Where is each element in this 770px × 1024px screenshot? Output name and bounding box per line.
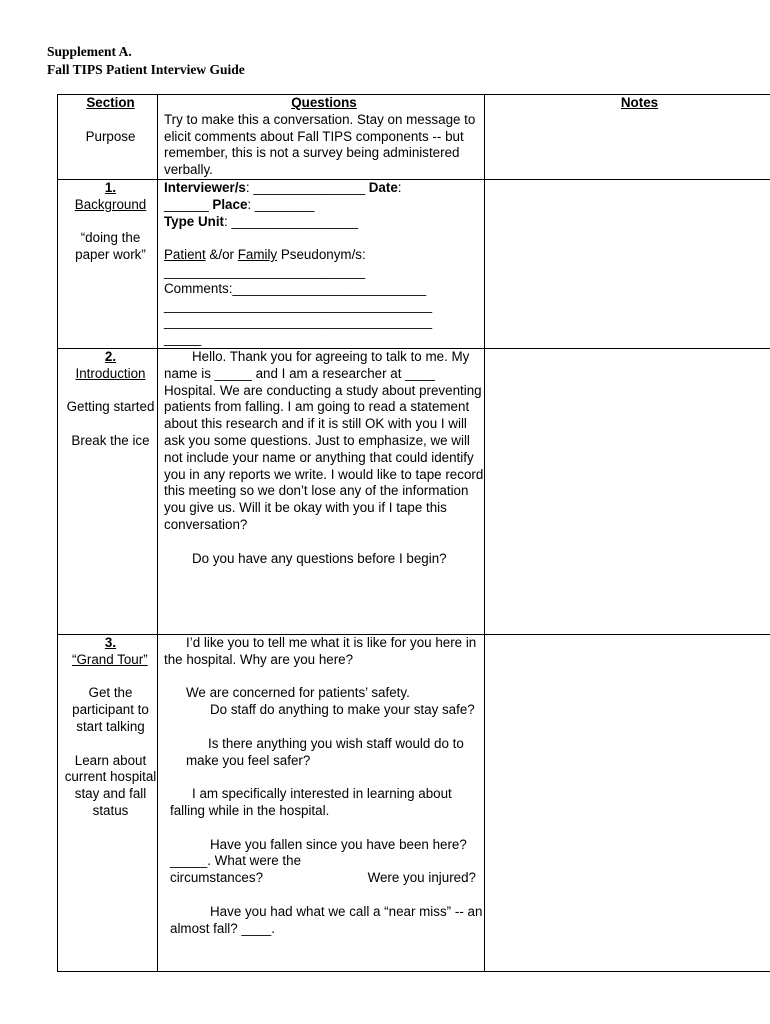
interviewer-blank: : _______________ <box>245 180 369 195</box>
notes-cell-background <box>485 180 770 349</box>
section-cell-purpose <box>58 95 158 180</box>
section-subtitle: “doing the paper work” <box>75 230 146 263</box>
questions-cell-purpose <box>158 95 485 180</box>
section-subtitle: Get the participant to start talking <box>72 685 149 734</box>
place-blank: : ________ <box>247 196 315 212</box>
section-subtitle: Break the ice <box>71 432 150 448</box>
section-number: 2. <box>104 348 117 364</box>
date-label: Date <box>368 180 398 195</box>
place-line <box>164 197 484 214</box>
section-title: Background <box>74 196 147 212</box>
grand-tour-question-line <box>164 870 484 887</box>
table-row-introduction <box>58 348 770 634</box>
notes-cell-grand-tour <box>485 634 770 971</box>
intro-paragraph: Hello. Thank you for agreeing to talk to me. My name is _____ and I am a researcher at ____ Hospital. We are conducting a study about preventing patients from falling. I am going to read a statement about this research and if it is still OK with you I will ask you some questions. Just to emphasize, we will not include your name or anything that could identify you in any reports we write. I would like to tape record this meeting so we don’t lose any of the information you give us. Will it be okay with you if I tape this conversation? <box>164 348 484 532</box>
questions-cell-grand-tour <box>158 634 485 971</box>
interview-guide-table <box>57 94 770 972</box>
place-label: Place <box>212 196 248 212</box>
notes-column-header: Notes <box>620 95 659 110</box>
grand-tour-question: Is there anything you wish staff would do to make you feel safer? <box>186 735 464 768</box>
comments-blank-line: _____ <box>164 331 202 347</box>
unit-line <box>164 214 484 231</box>
injured-text: Were you injured? <box>367 870 476 886</box>
pseudonym-label: Pseudonym/s: <box>277 247 366 263</box>
grand-tour-question: Do staff do anything to make your stay safe? <box>210 702 475 718</box>
family-label: Family <box>237 247 278 263</box>
table-row-background <box>58 180 770 349</box>
notes-cell-introduction <box>485 348 770 634</box>
questions-cell-background <box>158 180 485 349</box>
comments-line: Comments:__________________________ <box>164 280 427 296</box>
pseudonym-line <box>164 247 484 264</box>
interviewer-label: Interviewer/s <box>164 180 246 195</box>
unit-blank: : _________________ <box>224 213 359 229</box>
questions-column-header: Questions <box>291 95 357 110</box>
date-blank: : <box>397 180 402 195</box>
document-title: Fall TIPS Patient Interview Guide <box>47 62 245 77</box>
grand-tour-question: I am specifically interested in learning about falling while in the hospital. <box>170 786 452 818</box>
purpose-text: Try to make this a conversation. Stay on message to elicit comments about Fall TIPS components -- but remember, this is not a survey being administered verbally. <box>164 111 476 178</box>
section-cell-introduction <box>58 348 158 634</box>
interviewer-date-line <box>164 180 484 197</box>
table-row-purpose <box>58 95 770 180</box>
section-cell-background <box>58 180 158 349</box>
section-title: Introduction <box>75 365 146 381</box>
section-number: 3. <box>104 634 117 650</box>
section-column-header: Section <box>86 95 135 110</box>
circumstances-text: circumstances? <box>170 870 264 886</box>
section-cell-grand-tour <box>58 634 158 971</box>
section-number: 1. <box>104 180 117 195</box>
patient-label: Patient <box>164 247 206 263</box>
and-or-text: &/or <box>205 247 238 263</box>
grand-tour-question: We are concerned for patients’ safety. <box>186 685 410 701</box>
pseudonym-blank-line: ___________________________ <box>164 263 366 279</box>
place-pre-blank: ______ <box>164 196 213 212</box>
document-supplement-label: Supplement A. <box>47 44 132 59</box>
unit-label: Type Unit <box>164 213 225 229</box>
grand-tour-question: I’d like you to tell me what it is like for you here in the hospital. Why are you here? <box>164 634 477 667</box>
purpose-label: Purpose <box>85 128 136 144</box>
comments-blank-line: ____________________________________ <box>164 314 433 330</box>
section-subtitle: Getting started <box>66 399 155 415</box>
comments-blank-line: ____________________________________ <box>164 297 433 313</box>
notes-cell-header <box>485 95 770 180</box>
section-subtitle: Learn about current hospital stay and fall status <box>64 752 157 818</box>
intro-questions-paragraph: Do you have any questions before I begin? <box>192 550 447 566</box>
grand-tour-question: Have you fallen since you have been here? _____. What were the <box>170 836 467 869</box>
section-title: “Grand Tour” <box>72 651 148 667</box>
grand-tour-question: Have you had what we call a “near miss” -- an almost fall? ____. <box>170 903 483 936</box>
questions-cell-introduction <box>158 348 485 634</box>
table-row-grand-tour <box>58 634 770 971</box>
